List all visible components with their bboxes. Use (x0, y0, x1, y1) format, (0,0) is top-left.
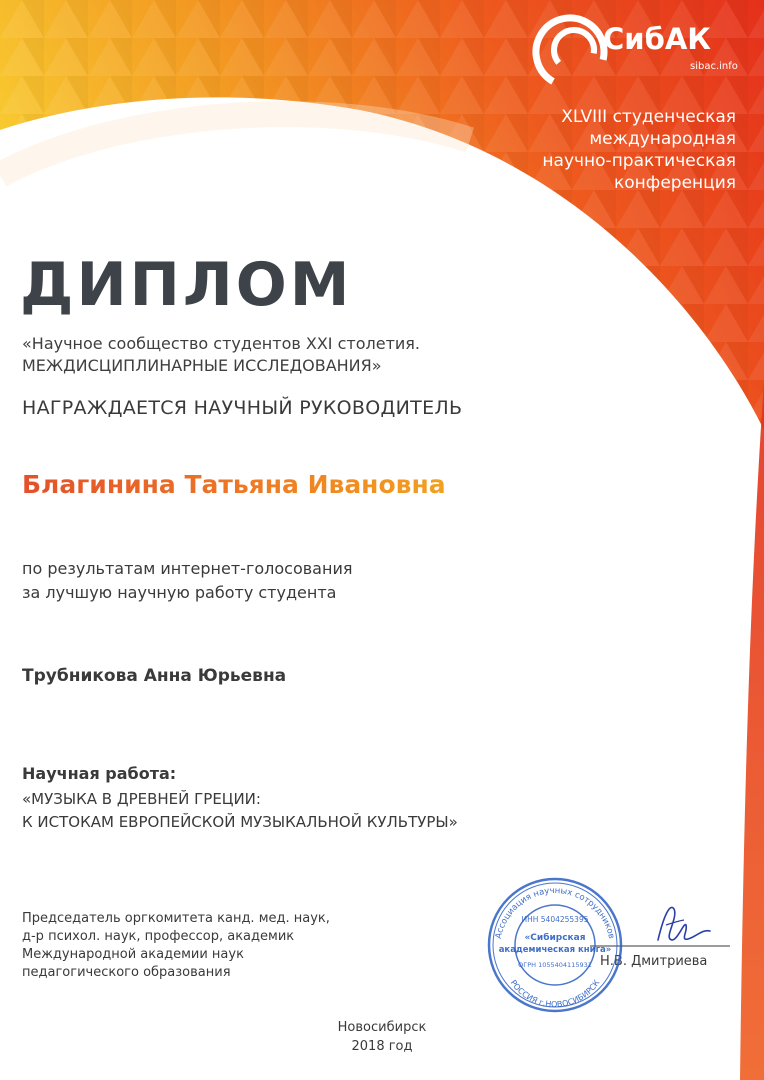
contest-line: МЕЖДИСЦИПЛИНАРНЫЕ ИССЛЕДОВАНИЯ» (22, 356, 382, 375)
basis-line: за лучшую научную работу студента (22, 583, 337, 602)
conference-line: международная (589, 129, 736, 149)
work-label: Научная работа: (22, 764, 177, 783)
chair-title (22, 910, 382, 982)
student-name: Трубникова Анна Юрьевна (22, 666, 287, 686)
stamp-inn: ИНН 5404255395 (521, 915, 589, 924)
right-color-band (740, 380, 764, 1080)
brand-url: sibac.info (690, 61, 738, 72)
chair-line: д-р психол. наук, профессор, академик (22, 929, 295, 944)
chair-line: Председатель оргкомитета канд. мед. наук, (22, 911, 330, 926)
city: Новосибирск (337, 1020, 427, 1035)
award-basis (22, 557, 352, 605)
stamp-outer-bottom: РОССИЯ г.НОВОСИБИРСК (508, 978, 602, 1010)
brand-name: СибАК (603, 22, 711, 56)
signer-name: Н.В. Дмитриева (600, 954, 708, 969)
footer-place-date (0, 1018, 764, 1056)
stamp-center-line: «Сибирская (524, 933, 586, 943)
stamp-ogrn: ОГРН 1055404115931 (518, 961, 592, 969)
work-title-line: К ИСТОКАМ ЕВРОПЕЙСКОЙ МУЗЫКАЛЬНОЙ КУЛЬТУРЫ» (22, 813, 458, 831)
conference-line: научно-практическая (542, 151, 736, 171)
work-title (22, 788, 458, 834)
year: 2018 год (351, 1039, 413, 1054)
basis-line: по результатам интернет-голосования (22, 559, 353, 578)
awarded-heading: НАГРАЖДАЕТСЯ НАУЧНЫЙ РУКОВОДИТЕЛЬ (22, 397, 463, 419)
recipient-name: Благинина Татьяна Ивановна (22, 470, 446, 499)
conference-line: конференция (614, 173, 736, 193)
chair-line: педагогического образования (22, 965, 231, 980)
conference-line: XLVIII студенческая (561, 107, 736, 127)
association-stamp (480, 870, 630, 1015)
contest-name (22, 333, 542, 377)
diploma-title: ДИПЛОМ (20, 250, 353, 320)
handwritten-signature (640, 895, 730, 955)
sibak-logo-icon (528, 10, 612, 94)
chair-line: Международной академии наук (22, 947, 244, 962)
conference-info (476, 106, 736, 194)
stamp-outer-top: Ассоциация научных сотрудников (493, 885, 617, 940)
contest-line: «Научное сообщество студентов XXI столетия. (22, 334, 421, 353)
stamp-center-line: академическая книга» (498, 945, 612, 955)
work-title-line: «МУЗЫКА В ДРЕВНЕЙ ГРЕЦИИ: (22, 790, 261, 808)
